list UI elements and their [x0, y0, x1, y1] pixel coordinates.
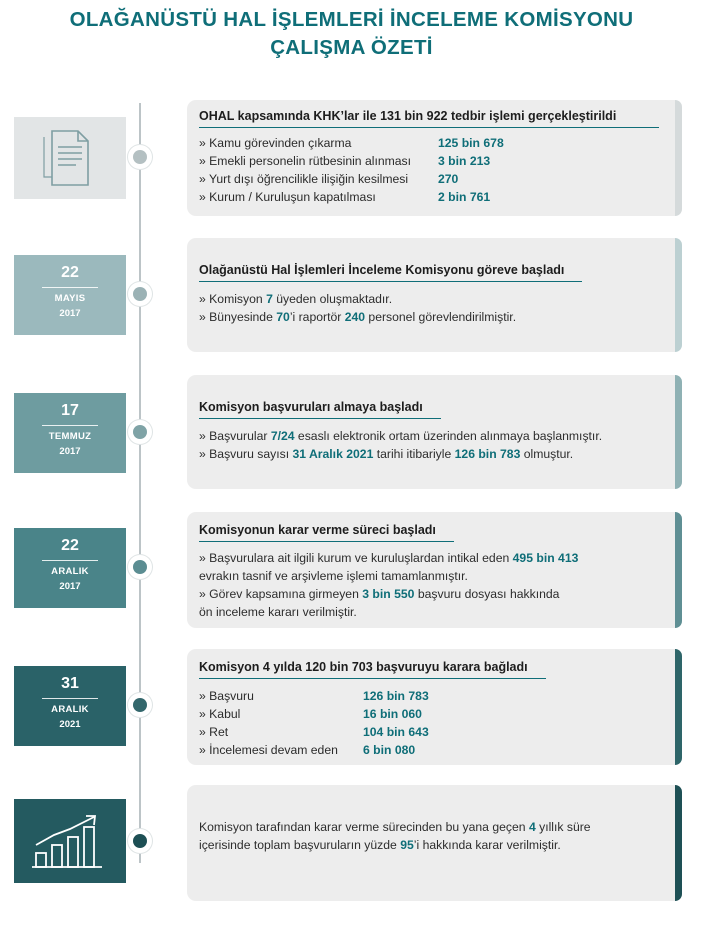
- date-badge-3: 22 ARALIK 2017: [14, 528, 126, 608]
- timeline-dot-2: [128, 282, 152, 306]
- list-item: » Emekli personelin rütbesinin alınması 3 bin 213: [199, 154, 491, 168]
- date-badge-2: 17 TEMMUZ 2017: [14, 393, 126, 473]
- list-item: » Ret 104 bin 643: [199, 725, 429, 739]
- card-5-heading: Komisyon 4 yılda 120 bin 703 başvuruyu karara bağladı: [199, 660, 546, 679]
- timeline-dot-6: [128, 829, 152, 853]
- document-icon: [14, 117, 126, 199]
- list-item: » İncelemesi devam eden 6 bin 080: [199, 743, 416, 757]
- card-2-heading: Olağanüstü Hal İşlemleri İnceleme Komisyonu göreve başladı: [199, 263, 582, 282]
- timeline-dot-5: [128, 693, 152, 717]
- list-item: » Kabul 16 bin 060: [199, 707, 422, 721]
- summary-card-6: Komisyon tarafından karar verme sürecinden bu yana geçen 4 yıllık süre içerisinde toplam başvuruların yüzde 95’i hakkında karar verilmiştir.: [187, 785, 675, 901]
- list-item: » Başvuru 126 bin 783: [199, 689, 429, 703]
- page-title: OLAĞANÜSTÜ HAL İŞLEMLERİ İNCELEME KOMİSYONU: [69, 8, 634, 31]
- timeline-dot-4: [128, 555, 152, 579]
- timeline-dot-3: [128, 420, 152, 444]
- list-item: » Kamu görevinden çıkarma 125 bin 678: [199, 136, 504, 150]
- date-badge-1: 22 MAYIS 2017: [14, 255, 126, 335]
- page-subtitle: ÇALIŞMA ÖZETİ: [270, 36, 433, 59]
- card-3-heading: Komisyon başvuruları almaya başladı: [199, 400, 441, 419]
- card-4-heading: Komisyonun karar verme süreci başladı: [199, 523, 454, 542]
- summary-card-1: [187, 100, 675, 216]
- card-1-heading: OHAL kapsamında KHK’lar ile 131 bin 922 tedbir işlemi gerçekleştirildi: [199, 109, 659, 128]
- summary-card-2: Olağanüstü Hal İşlemleri İnceleme Komisyonu göreve başladı » Komisyon 7 üyeden oluşmaktadır. » Bünyesinde 70’i raportör 240 personel görevlendirilmiştir.: [187, 238, 675, 352]
- list-item: » Yurt dışı öğrencilikle ilişiğin kesilmesi 270: [199, 172, 459, 186]
- summary-card-4: Komisyonun karar verme süreci başladı » Başvurulara ait ilgili kurum ve kuruluşlardan intikal eden 495 bin 413 evrakın tasnif ve arşivleme işlemi tamamlanmıştır. » Görev kapsamına girmeyen 3 bin 550 başvuru dosyası hakkında ön inceleme kararı verilmiştir.: [187, 512, 675, 628]
- summary-card-3: Komisyon başvuruları almaya başladı » Başvurular 7/24 esaslı elektronik ortam üzerinden alınmaya başlanmıştır. » Başvuru sayısı 31 Aralık 2021 tarihi itibariyle 126 bin 783 olmuştur.: [187, 375, 675, 489]
- date-badge-4: 31 ARALIK 2021: [14, 666, 126, 746]
- growth-chart-icon: [14, 799, 126, 883]
- timeline-dot-1: [128, 145, 152, 169]
- list-item: » Kurum / Kuruluşun kapatılması 2 bin 761: [199, 190, 491, 204]
- timeline-spine: [139, 103, 141, 863]
- summary-card-5: [187, 649, 675, 765]
